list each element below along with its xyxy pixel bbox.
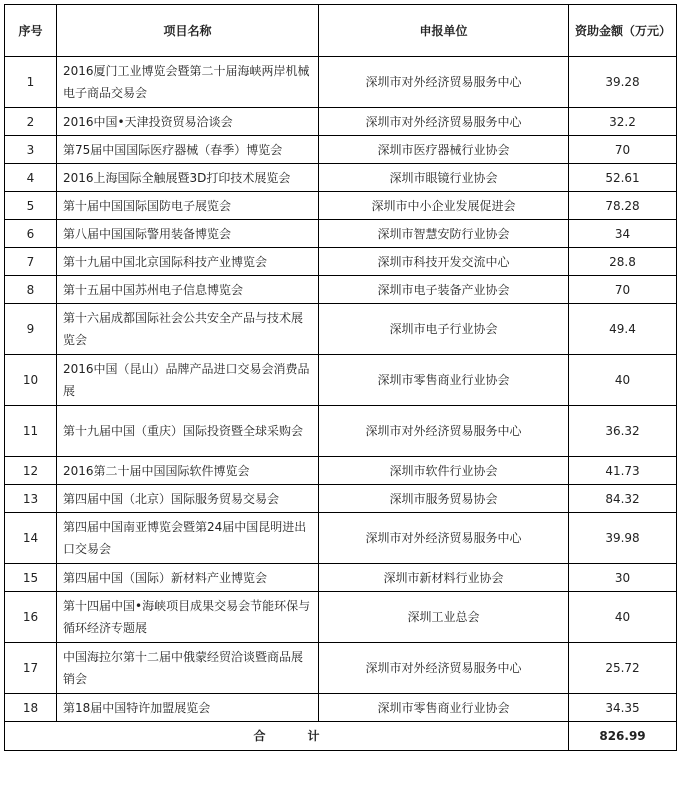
row-unit: 深圳市软件行业协会: [319, 457, 569, 485]
row-amount: 28.8: [569, 248, 677, 276]
table-row: [5, 564, 677, 592]
table-row: [5, 220, 677, 248]
row-name: 第八届中国国际警用装备博览会: [57, 220, 319, 248]
table-row: [5, 164, 677, 192]
row-amount: 84.32: [569, 485, 677, 513]
row-unit: 深圳市电子行业协会: [319, 304, 569, 355]
row-seq: 10: [5, 355, 57, 406]
row-name: 第十六届成都国际社会公共安全产品与技术展览会: [57, 304, 319, 355]
row-amount: 70: [569, 136, 677, 164]
table-row: [5, 304, 677, 355]
table-row: [5, 276, 677, 304]
row-seq: 4: [5, 164, 57, 192]
table-row: [5, 457, 677, 485]
row-unit: 深圳市零售商业行业协会: [319, 694, 569, 722]
table-row: [5, 192, 677, 220]
row-unit: 深圳市电子装备产业协会: [319, 276, 569, 304]
row-unit: 深圳市零售商业行业协会: [319, 355, 569, 406]
row-unit: 深圳市对外经济贸易服务中心: [319, 108, 569, 136]
total-amount: 826.99: [569, 722, 677, 751]
table-row: [5, 248, 677, 276]
row-amount: 78.28: [569, 192, 677, 220]
row-amount: 52.61: [569, 164, 677, 192]
row-amount: 30: [569, 564, 677, 592]
row-name: 第四届中国（国际）新材料产业博览会: [57, 564, 319, 592]
row-name: 2016中国（昆山）品牌产品进口交易会消费品展: [57, 355, 319, 406]
row-unit: 深圳市对外经济贸易服务中心: [319, 513, 569, 564]
header-row: [5, 5, 677, 57]
row-unit: 深圳市服务贸易协会: [319, 485, 569, 513]
row-name: 第十九届中国（重庆）国际投资暨全球采购会: [57, 406, 319, 457]
row-unit: 深圳工业总会: [319, 592, 569, 643]
row-name: 第四届中国南亚博览会暨第24届中国昆明进出口交易会: [57, 513, 319, 564]
row-amount: 32.2: [569, 108, 677, 136]
funding-table: [4, 4, 677, 751]
header-amount: 资助金额（万元）: [569, 5, 677, 57]
row-seq: 18: [5, 694, 57, 722]
row-unit: 深圳市医疗器械行业协会: [319, 136, 569, 164]
row-amount: 39.98: [569, 513, 677, 564]
row-name: 2016上海国际全触展暨3D打印技术展览会: [57, 164, 319, 192]
row-seq: 2: [5, 108, 57, 136]
row-seq: 5: [5, 192, 57, 220]
row-unit: 深圳市对外经济贸易服务中心: [319, 57, 569, 108]
row-amount: 70: [569, 276, 677, 304]
row-seq: 16: [5, 592, 57, 643]
header-name: 项目名称: [57, 5, 319, 57]
row-unit: 深圳市科技开发交流中心: [319, 248, 569, 276]
header-unit: 申报单位: [319, 5, 569, 57]
row-name: 2016厦门工业博览会暨第二十届海峡两岸机械电子商品交易会: [57, 57, 319, 108]
row-name: 第75届中国国际医疗器械（春季）博览会: [57, 136, 319, 164]
total-row: [5, 722, 677, 751]
table-row: [5, 694, 677, 722]
table-row: [5, 136, 677, 164]
row-name: 第四届中国（北京）国际服务贸易交易会: [57, 485, 319, 513]
row-seq: 3: [5, 136, 57, 164]
table-row: [5, 108, 677, 136]
row-seq: 13: [5, 485, 57, 513]
table-row: [5, 513, 677, 564]
row-amount: 25.72: [569, 643, 677, 694]
row-seq: 7: [5, 248, 57, 276]
row-name: 中国海拉尔第十二届中俄蒙经贸洽谈暨商品展销会: [57, 643, 319, 694]
total-label: 合计: [5, 722, 569, 751]
row-name: 第十四届中国•海峡项目成果交易会节能环保与循环经济专题展: [57, 592, 319, 643]
row-unit: 深圳市新材料行业协会: [319, 564, 569, 592]
row-seq: 6: [5, 220, 57, 248]
row-seq: 12: [5, 457, 57, 485]
row-seq: 17: [5, 643, 57, 694]
table-row: [5, 643, 677, 694]
row-unit: 深圳市对外经济贸易服务中心: [319, 406, 569, 457]
row-name: 2016中国•天津投资贸易洽谈会: [57, 108, 319, 136]
row-unit: 深圳市中小企业发展促进会: [319, 192, 569, 220]
row-unit: 深圳市智慧安防行业协会: [319, 220, 569, 248]
row-unit: 深圳市眼镜行业协会: [319, 164, 569, 192]
table-row: [5, 355, 677, 406]
row-seq: 11: [5, 406, 57, 457]
row-amount: 40: [569, 355, 677, 406]
row-amount: 39.28: [569, 57, 677, 108]
row-name: 第十届中国国际国防电子展览会: [57, 192, 319, 220]
table-row: [5, 406, 677, 457]
row-name: 2016第二十届中国国际软件博览会: [57, 457, 319, 485]
row-name: 第18届中国特许加盟展览会: [57, 694, 319, 722]
row-name: 第十五届中国苏州电子信息博览会: [57, 276, 319, 304]
row-amount: 36.32: [569, 406, 677, 457]
row-amount: 49.4: [569, 304, 677, 355]
row-amount: 34: [569, 220, 677, 248]
row-amount: 40: [569, 592, 677, 643]
row-seq: 8: [5, 276, 57, 304]
table-row: [5, 485, 677, 513]
row-seq: 15: [5, 564, 57, 592]
table-row: [5, 592, 677, 643]
row-amount: 34.35: [569, 694, 677, 722]
row-seq: 1: [5, 57, 57, 108]
row-amount: 41.73: [569, 457, 677, 485]
row-seq: 14: [5, 513, 57, 564]
table-row: [5, 57, 677, 108]
row-unit: 深圳市对外经济贸易服务中心: [319, 643, 569, 694]
row-seq: 9: [5, 304, 57, 355]
header-seq: 序号: [5, 5, 57, 57]
row-name: 第十九届中国北京国际科技产业博览会: [57, 248, 319, 276]
